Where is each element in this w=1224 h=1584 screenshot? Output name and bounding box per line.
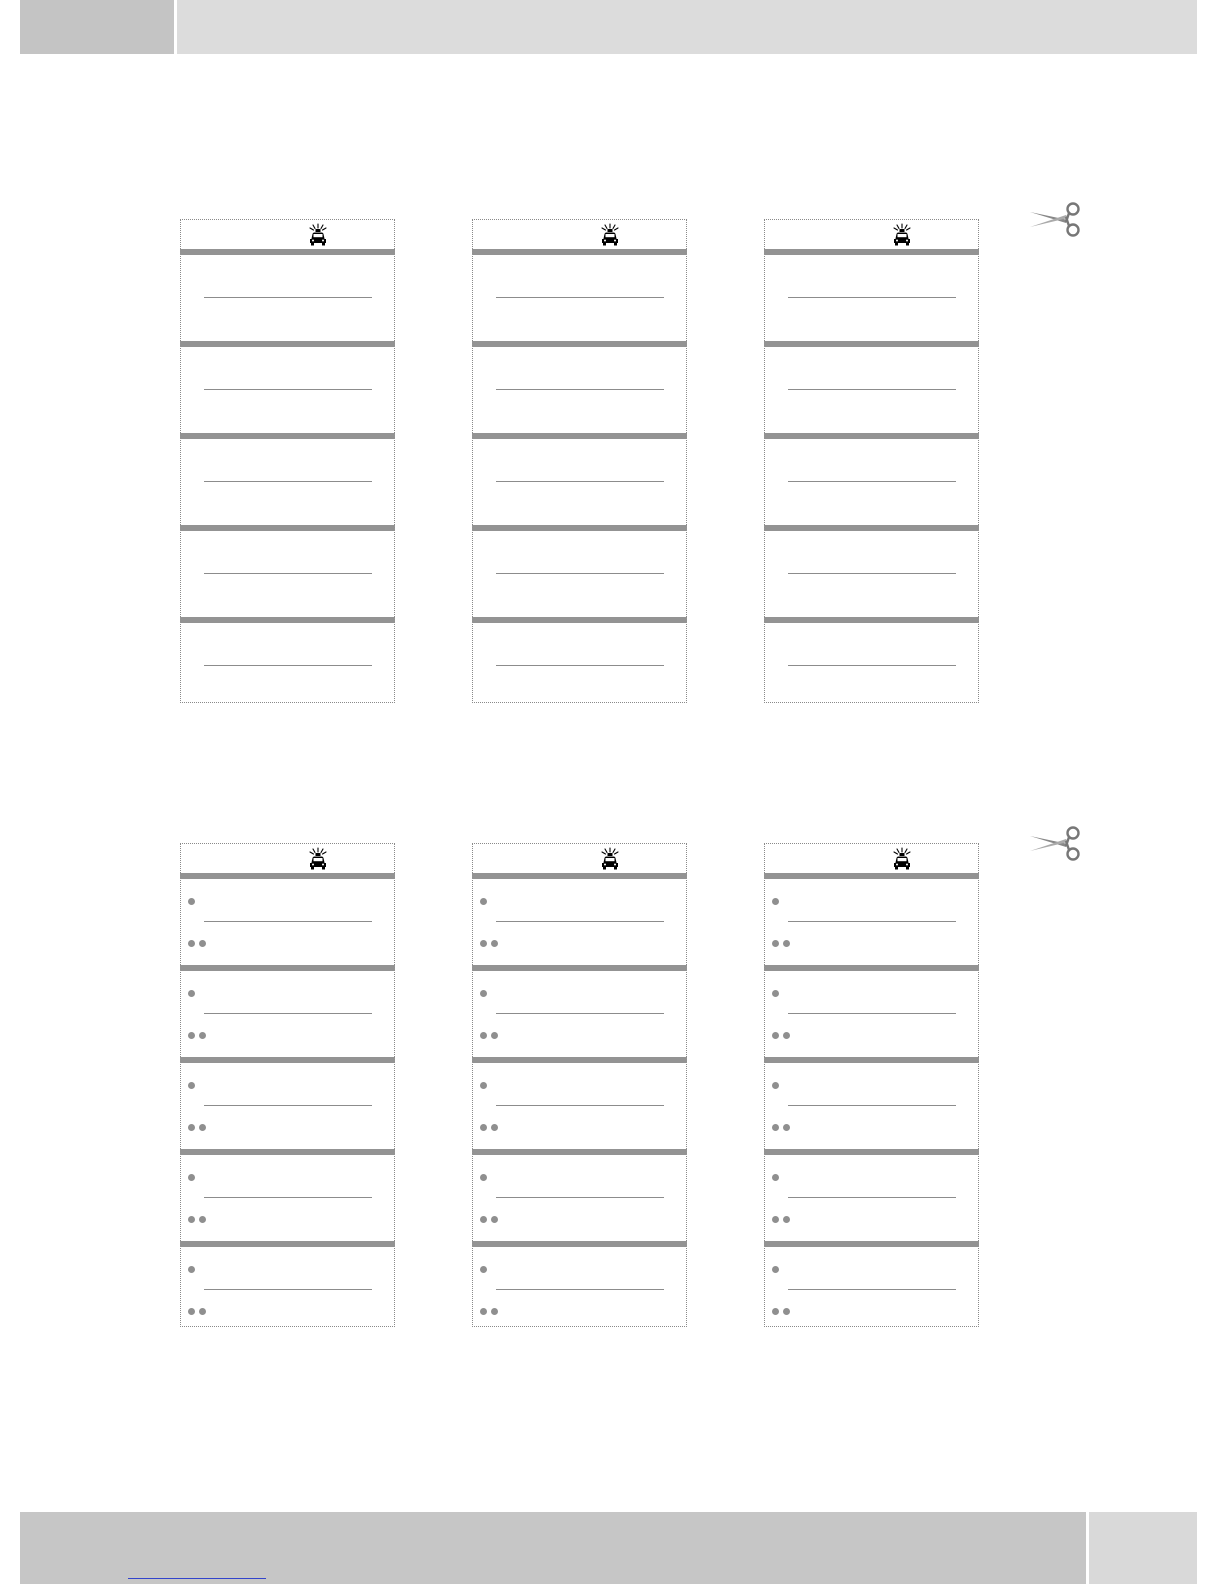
label-section	[764, 433, 979, 525]
section-divider	[472, 965, 687, 971]
double-dot-marker	[480, 940, 487, 947]
write-line[interactable]	[204, 481, 372, 482]
double-dot-marker	[199, 1308, 206, 1315]
label-section	[180, 341, 395, 433]
write-line[interactable]	[788, 1013, 956, 1014]
single-dot-marker	[772, 1082, 779, 1089]
label-section	[764, 249, 979, 341]
label-section	[180, 617, 395, 709]
footer-bar	[20, 1512, 1086, 1584]
section-divider	[180, 525, 395, 531]
section-divider	[472, 1057, 687, 1063]
label-section	[472, 1057, 687, 1149]
label-section	[180, 873, 395, 965]
section-divider	[180, 1057, 395, 1063]
double-dot-marker	[772, 1032, 779, 1039]
section-divider	[180, 873, 395, 879]
section-divider	[764, 433, 979, 439]
scissors-icon	[1028, 202, 1084, 238]
write-line[interactable]	[788, 1105, 956, 1106]
double-dot-marker	[480, 1216, 487, 1223]
scissors-icon	[1028, 826, 1084, 862]
section-divider	[764, 525, 979, 531]
section-divider	[764, 965, 979, 971]
write-line[interactable]	[788, 665, 956, 666]
label-section	[472, 1149, 687, 1241]
label-section	[472, 433, 687, 525]
section-divider	[472, 525, 687, 531]
write-line[interactable]	[204, 389, 372, 390]
write-line[interactable]	[204, 1013, 372, 1014]
double-dot-marker	[480, 1308, 487, 1315]
section-divider	[764, 249, 979, 255]
card-header	[473, 844, 686, 873]
label-section	[472, 617, 687, 709]
double-dot-marker	[188, 1124, 195, 1131]
single-dot-marker	[188, 990, 195, 997]
double-dot-marker	[188, 1308, 195, 1315]
police-car-icon	[890, 223, 914, 247]
single-dot-marker	[188, 1174, 195, 1181]
write-line[interactable]	[496, 573, 664, 574]
label-section	[180, 1241, 395, 1333]
double-dot-marker	[783, 940, 790, 947]
section-divider	[472, 1149, 687, 1155]
write-line[interactable]	[496, 297, 664, 298]
single-dot-marker	[772, 990, 779, 997]
double-dot-marker	[772, 1216, 779, 1223]
card-header	[181, 220, 394, 249]
single-dot-marker	[772, 1266, 779, 1273]
write-line[interactable]	[496, 1105, 664, 1106]
section-divider	[764, 1057, 979, 1063]
section-divider	[180, 965, 395, 971]
single-dot-marker	[480, 898, 487, 905]
write-line[interactable]	[788, 481, 956, 482]
double-dot-marker	[772, 1124, 779, 1131]
single-dot-marker	[480, 1266, 487, 1273]
section-divider	[472, 1241, 687, 1247]
write-line[interactable]	[788, 297, 956, 298]
section-divider	[180, 249, 395, 255]
label-section	[180, 1149, 395, 1241]
section-divider	[764, 617, 979, 623]
section-divider	[180, 1149, 395, 1155]
double-dot-marker	[480, 1032, 487, 1039]
section-divider	[180, 433, 395, 439]
label-section	[472, 341, 687, 433]
header-bar	[177, 0, 1197, 54]
double-dot-marker	[783, 1216, 790, 1223]
single-dot-marker	[480, 990, 487, 997]
section-divider	[764, 1149, 979, 1155]
card-header	[765, 220, 978, 249]
label-section	[180, 249, 395, 341]
write-line[interactable]	[788, 921, 956, 922]
police-car-icon	[306, 223, 330, 247]
label-section	[764, 965, 979, 1057]
double-dot-marker	[480, 1124, 487, 1131]
footer-link[interactable]	[128, 1578, 266, 1579]
double-dot-marker	[491, 1308, 498, 1315]
double-dot-marker	[199, 1124, 206, 1131]
write-line[interactable]	[496, 481, 664, 482]
section-divider	[764, 873, 979, 879]
write-line[interactable]	[496, 1013, 664, 1014]
section-divider	[180, 617, 395, 623]
label-section	[764, 873, 979, 965]
single-dot-marker	[188, 1266, 195, 1273]
card-header	[765, 844, 978, 873]
label-card	[472, 843, 687, 1327]
write-line[interactable]	[204, 297, 372, 298]
write-line[interactable]	[788, 1197, 956, 1198]
double-dot-marker	[783, 1124, 790, 1131]
section-divider	[180, 1241, 395, 1247]
label-card	[180, 843, 395, 1327]
double-dot-marker	[491, 940, 498, 947]
label-section	[764, 1057, 979, 1149]
label-section	[764, 525, 979, 617]
write-line[interactable]	[496, 1289, 664, 1290]
write-line[interactable]	[496, 921, 664, 922]
double-dot-marker	[188, 1032, 195, 1039]
label-card	[180, 219, 395, 703]
single-dot-marker	[188, 1082, 195, 1089]
card-header	[473, 220, 686, 249]
write-line[interactable]	[204, 573, 372, 574]
section-divider	[764, 1241, 979, 1247]
double-dot-marker	[783, 1032, 790, 1039]
label-section	[764, 341, 979, 433]
label-card	[764, 219, 979, 703]
single-dot-marker	[188, 898, 195, 905]
double-dot-marker	[783, 1308, 790, 1315]
section-divider	[472, 433, 687, 439]
single-dot-marker	[772, 1174, 779, 1181]
section-divider	[180, 341, 395, 347]
write-line[interactable]	[788, 1289, 956, 1290]
write-line[interactable]	[204, 665, 372, 666]
label-section	[180, 965, 395, 1057]
single-dot-marker	[480, 1082, 487, 1089]
label-section	[180, 1057, 395, 1149]
label-section	[472, 525, 687, 617]
police-car-icon	[598, 223, 622, 247]
double-dot-marker	[772, 940, 779, 947]
section-divider	[472, 249, 687, 255]
write-line[interactable]	[204, 1105, 372, 1106]
double-dot-marker	[491, 1032, 498, 1039]
label-section	[764, 1241, 979, 1333]
label-section	[180, 525, 395, 617]
double-dot-marker	[188, 1216, 195, 1223]
section-divider	[472, 617, 687, 623]
write-line[interactable]	[496, 665, 664, 666]
police-car-icon	[306, 847, 330, 871]
label-card	[764, 843, 979, 1327]
single-dot-marker	[480, 1174, 487, 1181]
write-line[interactable]	[204, 1197, 372, 1198]
label-section	[472, 965, 687, 1057]
header-tab	[20, 0, 174, 54]
double-dot-marker	[772, 1308, 779, 1315]
footer-tab	[1089, 1512, 1197, 1584]
police-car-icon	[598, 847, 622, 871]
write-line[interactable]	[788, 389, 956, 390]
section-divider	[472, 873, 687, 879]
label-section	[472, 873, 687, 965]
write-line[interactable]	[496, 389, 664, 390]
section-divider	[472, 341, 687, 347]
label-section	[764, 1149, 979, 1241]
double-dot-marker	[491, 1124, 498, 1131]
label-section	[472, 1241, 687, 1333]
label-section	[472, 249, 687, 341]
card-header	[181, 844, 394, 873]
section-divider	[764, 341, 979, 347]
double-dot-marker	[199, 1216, 206, 1223]
double-dot-marker	[188, 940, 195, 947]
police-car-icon	[890, 847, 914, 871]
label-card	[472, 219, 687, 703]
single-dot-marker	[772, 898, 779, 905]
double-dot-marker	[199, 1032, 206, 1039]
write-line[interactable]	[496, 1197, 664, 1198]
double-dot-marker	[199, 940, 206, 947]
write-line[interactable]	[788, 573, 956, 574]
label-section	[764, 617, 979, 709]
write-line[interactable]	[204, 921, 372, 922]
write-line[interactable]	[204, 1289, 372, 1290]
double-dot-marker	[491, 1216, 498, 1223]
label-section	[180, 433, 395, 525]
